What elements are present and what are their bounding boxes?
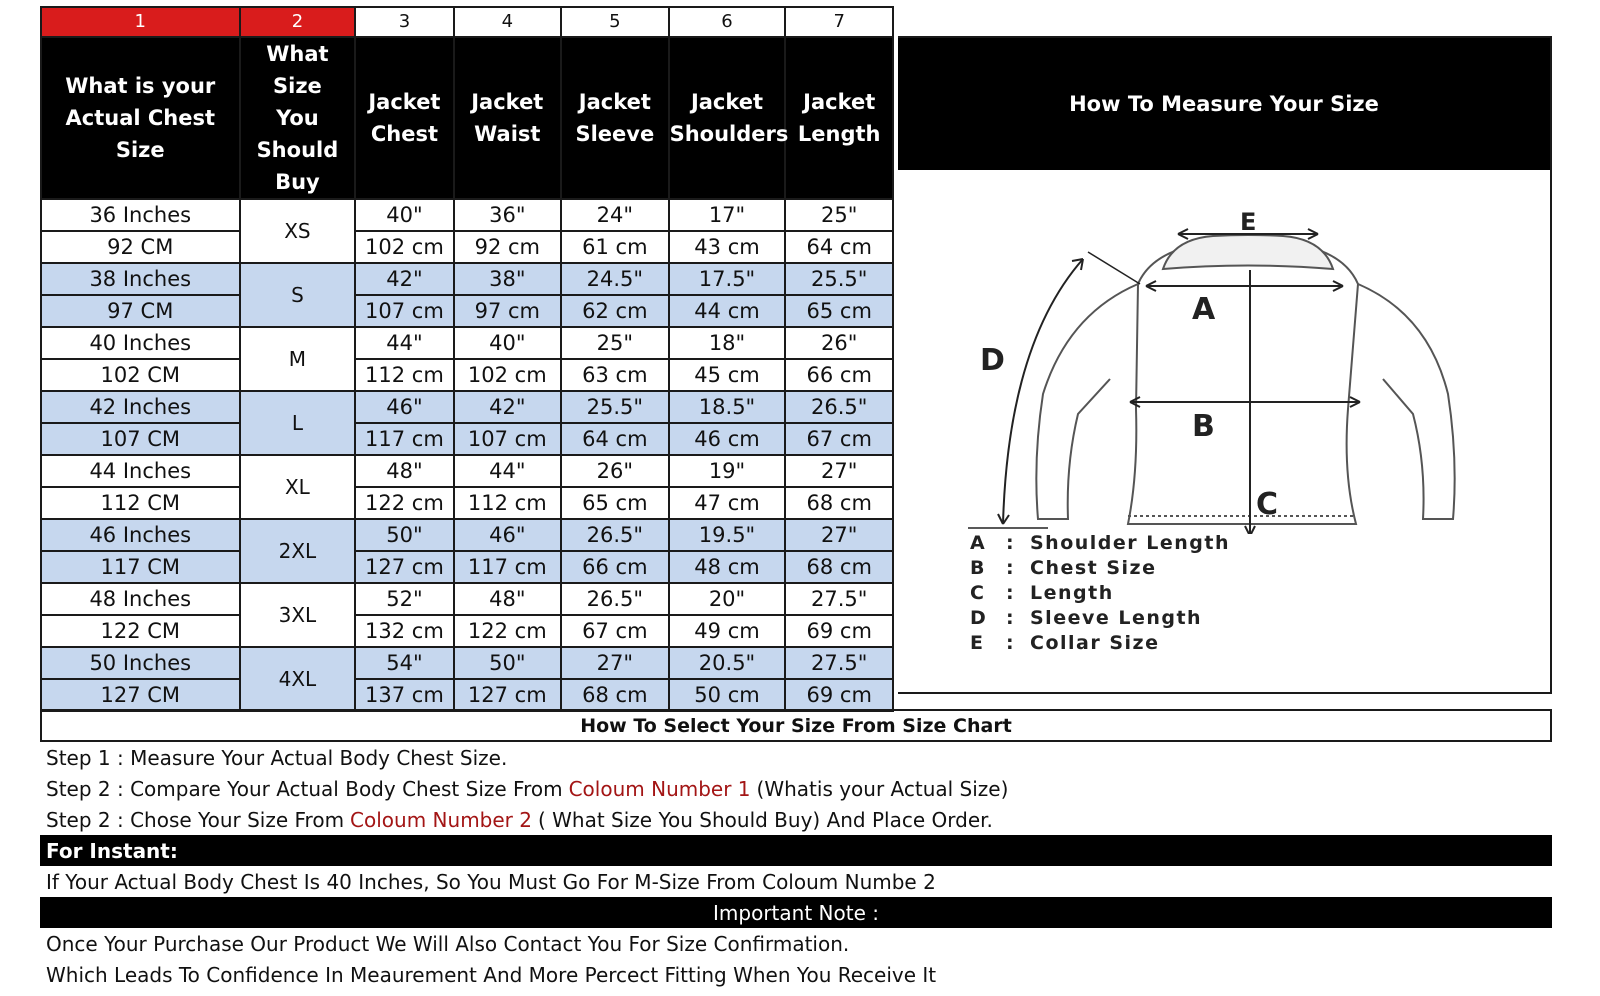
size-instructions — [40, 709, 1552, 990]
measurement-cm: 68 cm — [785, 487, 893, 519]
measurement-inches: 27" — [561, 647, 669, 679]
measurement-cm: 68 cm — [785, 551, 893, 583]
measurement-cm: 69 cm — [785, 615, 893, 647]
actual-chest-inches: 36 Inches — [41, 199, 240, 231]
measurement-cm: 102 cm — [355, 231, 453, 263]
legend-label: Shoulder Length — [1030, 531, 1231, 554]
actual-chest-inches: 40 Inches — [41, 327, 240, 359]
legend-separator: : — [1006, 556, 1016, 579]
jacket-left-sleeve — [1036, 284, 1138, 519]
column-number-row — [41, 7, 893, 37]
step-1: Step 1 : Measure Your Actual Body Chest Size. — [46, 745, 508, 770]
measurement-inches: 25.5" — [561, 391, 669, 423]
measure-legend — [970, 530, 1230, 655]
measurement-inches: 25" — [561, 327, 669, 359]
legend-key: D — [970, 606, 988, 629]
column-number-6: 6 — [669, 7, 786, 37]
measurement-cm: 107 cm — [454, 423, 562, 455]
measurement-cm: 49 cm — [669, 615, 786, 647]
for-instant-bar: For Instant: — [40, 835, 1552, 866]
size-row — [41, 199, 893, 231]
measurement-inches: 25" — [785, 199, 893, 231]
actual-chest-inches: 46 Inches — [41, 519, 240, 551]
size-row — [41, 647, 893, 679]
measurement-inches: 20.5" — [669, 647, 786, 679]
diagram-letter-a: A — [1192, 292, 1216, 327]
measurement-inches: 40" — [454, 327, 562, 359]
actual-chest-cm: 122 CM — [41, 615, 240, 647]
legend-label: Collar Size — [1030, 631, 1160, 654]
legend-key: C — [970, 581, 986, 604]
legend-key: E — [970, 631, 985, 654]
step-2-choose: Step 2 : Chose Your Size From Coloum Number 2 ( What Size You Should Buy) And Place Order. — [46, 807, 993, 832]
diagram-letter-e: E — [1240, 208, 1257, 236]
legend-label: Sleeve Length — [1030, 606, 1203, 629]
measurement-inches: 26" — [561, 455, 669, 487]
header-jacket-chest: Jacket Chest — [355, 37, 453, 199]
measurement-cm: 43 cm — [669, 231, 786, 263]
actual-chest-cm: 97 CM — [41, 295, 240, 327]
column-number-2: 2 — [240, 7, 356, 37]
example-text: If Your Actual Body Chest Is 40 Inches, So You Must Go For M-Size From Coloum Numbe 2 — [46, 869, 936, 894]
measurement-inches: 40" — [355, 199, 453, 231]
measurement-inches: 44" — [454, 455, 562, 487]
size-row — [41, 583, 893, 615]
diagram-letter-b: B — [1192, 409, 1215, 444]
measurement-inches: 24.5" — [561, 263, 669, 295]
measurement-cm: 45 cm — [669, 359, 786, 391]
measurement-inches: 46" — [355, 391, 453, 423]
measurement-inches: 48" — [355, 455, 453, 487]
measurement-cm: 117 cm — [355, 423, 453, 455]
measurement-inches: 27" — [785, 455, 893, 487]
size-row — [41, 487, 893, 519]
header-jacket-length: Jacket Length — [785, 37, 893, 199]
actual-chest-cm: 117 CM — [41, 551, 240, 583]
measurement-cm: 64 cm — [785, 231, 893, 263]
legend-separator: : — [1006, 581, 1016, 604]
legend-separator: : — [1006, 606, 1016, 629]
jacket-outline — [1128, 242, 1358, 524]
measurement-cm: 127 cm — [454, 679, 562, 711]
actual-chest-cm: 112 CM — [41, 487, 240, 519]
measurement-cm: 61 cm — [561, 231, 669, 263]
size-label: 2XL — [240, 519, 356, 583]
size-row — [41, 263, 893, 295]
legend-separator: : — [1006, 631, 1016, 654]
measurement-cm: 97 cm — [454, 295, 562, 327]
measurement-inches: 18.5" — [669, 391, 786, 423]
actual-chest-inches: 50 Inches — [41, 647, 240, 679]
measurement-cm: 107 cm — [355, 295, 453, 327]
measurement-cm: 102 cm — [454, 359, 562, 391]
measurement-inches: 26.5" — [561, 583, 669, 615]
legend-label: Length — [1030, 581, 1114, 604]
jacket-collar — [1163, 235, 1333, 269]
measurement-cm: 122 cm — [355, 487, 453, 519]
measurement-cm: 50 cm — [669, 679, 786, 711]
actual-chest-cm: 127 CM — [41, 679, 240, 711]
measurement-inches: 19" — [669, 455, 786, 487]
measurement-cm: 122 cm — [454, 615, 562, 647]
measurement-inches: 19.5" — [669, 519, 786, 551]
measurement-inches: 44" — [355, 327, 453, 359]
legend-separator: : — [1006, 531, 1016, 554]
size-row — [41, 327, 893, 359]
measurement-cm: 137 cm — [355, 679, 453, 711]
actual-chest-inches: 38 Inches — [41, 263, 240, 295]
measurement-inches: 26" — [785, 327, 893, 359]
measurement-inches: 26.5" — [561, 519, 669, 551]
instructions-title: How To Select Your Size From Size Chart — [40, 709, 1552, 742]
legend-label: Chest Size — [1030, 556, 1157, 579]
measurement-cm: 65 cm — [785, 295, 893, 327]
size-label: XL — [240, 455, 356, 519]
measurement-cm: 132 cm — [355, 615, 453, 647]
measurement-inches: 50" — [355, 519, 453, 551]
size-label: S — [240, 263, 356, 327]
actual-chest-cm: 92 CM — [41, 231, 240, 263]
diagram-letter-c: C — [1256, 487, 1279, 522]
size-row — [41, 679, 893, 711]
legend-item — [970, 555, 1230, 580]
column-number-5: 5 — [561, 7, 669, 37]
measurement-cm: 66 cm — [561, 551, 669, 583]
size-row — [41, 391, 893, 423]
measurement-cm: 112 cm — [355, 359, 453, 391]
header-jacket-sleeve: Jacket Sleeve — [561, 37, 669, 199]
measurement-inches: 38" — [454, 263, 562, 295]
size-row — [41, 455, 893, 487]
header-actual-chest: What is your Actual Chest Size — [41, 37, 240, 199]
measurement-inches: 20" — [669, 583, 786, 615]
legend-item — [970, 530, 1230, 555]
legend-item — [970, 580, 1230, 605]
size-row — [41, 359, 893, 391]
important-note-bar: Important Note : — [40, 897, 1552, 928]
measurement-inches: 42" — [355, 263, 453, 295]
measurement-cm: 44 cm — [669, 295, 786, 327]
column-number-4: 4 — [454, 7, 562, 37]
measurement-inches: 36" — [454, 199, 562, 231]
measurement-inches: 48" — [454, 583, 562, 615]
size-row — [41, 519, 893, 551]
header-size-to-buy: What Size You Should Buy — [240, 37, 356, 199]
note-line-1: Once Your Purchase Our Product We Will Also Contact You For Size Confirmation. — [46, 931, 850, 956]
measurement-inches: 24" — [561, 199, 669, 231]
measurement-cm: 68 cm — [561, 679, 669, 711]
size-table — [40, 6, 894, 712]
measurement-inches: 17.5" — [669, 263, 786, 295]
step-2-compare: Step 2 : Compare Your Actual Body Chest Size From Coloum Number 1 (Whatis your Actual Size) — [46, 776, 1009, 801]
size-row — [41, 295, 893, 327]
legend-key: B — [970, 556, 986, 579]
measurement-inches: 50" — [454, 647, 562, 679]
size-chart — [40, 6, 1552, 707]
legend-key: A — [970, 531, 987, 554]
actual-chest-cm: 107 CM — [41, 423, 240, 455]
measure-title: How To Measure Your Size — [898, 38, 1550, 170]
measurement-inches: 17" — [669, 199, 786, 231]
actual-chest-inches: 44 Inches — [41, 455, 240, 487]
measurement-inches: 27.5" — [785, 647, 893, 679]
measurement-cm: 62 cm — [561, 295, 669, 327]
measurement-cm: 69 cm — [785, 679, 893, 711]
size-label: XS — [240, 199, 356, 263]
measurement-inches: 27.5" — [785, 583, 893, 615]
measurement-cm: 64 cm — [561, 423, 669, 455]
actual-chest-inches: 48 Inches — [41, 583, 240, 615]
measurement-inches: 25.5" — [785, 263, 893, 295]
measurement-cm: 65 cm — [561, 487, 669, 519]
measurement-cm: 63 cm — [561, 359, 669, 391]
note-line-2: Which Leads To Confidence In Meaurement And More Percect Fitting When You Receive It — [46, 962, 937, 987]
size-label: M — [240, 327, 356, 391]
size-label: 3XL — [240, 583, 356, 647]
column-number-1: 1 — [41, 7, 240, 37]
header-jacket-waist: Jacket Waist — [454, 37, 562, 199]
column-number-7: 7 — [785, 7, 893, 37]
jacket-diagram — [948, 174, 1508, 534]
measurement-cm: 92 cm — [454, 231, 562, 263]
actual-chest-cm: 102 CM — [41, 359, 240, 391]
size-label: L — [240, 391, 356, 455]
measurement-inches: 18" — [669, 327, 786, 359]
measurement-cm: 48 cm — [669, 551, 786, 583]
measurement-inches: 26.5" — [785, 391, 893, 423]
column-2-reference: Coloum Number 2 — [350, 807, 532, 832]
jacket-right-sleeve — [1358, 284, 1455, 519]
column-1-reference: Coloum Number 1 — [568, 776, 751, 801]
measurement-cm: 47 cm — [669, 487, 786, 519]
measurement-inches: 42" — [454, 391, 562, 423]
measurement-inches: 54" — [355, 647, 453, 679]
measurement-cm: 117 cm — [454, 551, 562, 583]
size-row — [41, 423, 893, 455]
measurement-inches: 27" — [785, 519, 893, 551]
measurement-cm: 127 cm — [355, 551, 453, 583]
size-label: 4XL — [240, 647, 356, 711]
measurement-cm: 67 cm — [561, 615, 669, 647]
diagram-letter-d: D — [980, 343, 1005, 378]
header-row — [41, 37, 893, 199]
measurement-inches: 52" — [355, 583, 453, 615]
size-row — [41, 231, 893, 263]
legend-item — [970, 630, 1230, 655]
size-row — [41, 551, 893, 583]
measurement-cm: 67 cm — [785, 423, 893, 455]
size-row — [41, 615, 893, 647]
actual-chest-inches: 42 Inches — [41, 391, 240, 423]
measurement-cm: 66 cm — [785, 359, 893, 391]
measurement-cm: 112 cm — [454, 487, 562, 519]
measure-panel — [898, 36, 1552, 694]
measurement-cm: 46 cm — [669, 423, 786, 455]
measurement-inches: 46" — [454, 519, 562, 551]
legend-item — [970, 605, 1230, 630]
header-jacket-shoulders: Jacket Shoulders — [669, 37, 786, 199]
column-number-3: 3 — [355, 7, 453, 37]
